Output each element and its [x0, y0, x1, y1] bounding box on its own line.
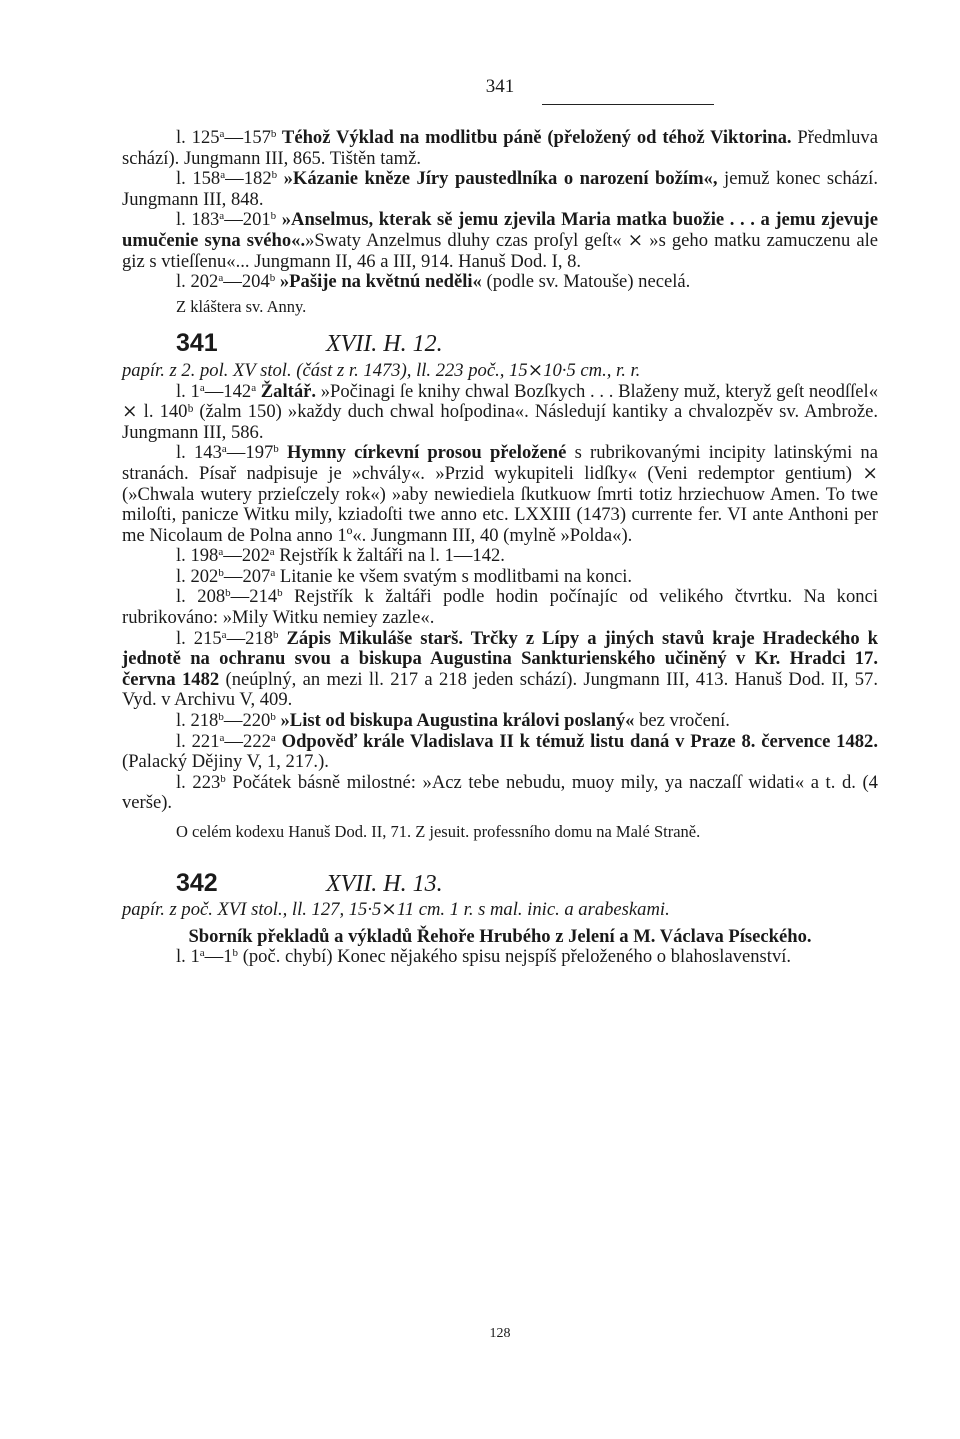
item-title: »Kázanie kněze Jíry paustedlníka o narození božím«, — [277, 168, 718, 190]
item-b: b — [270, 210, 277, 223]
item-mid: —157 — [224, 127, 271, 148]
item-title: Hymny církevní prosou přeložené — [278, 442, 567, 464]
item-a: a — [221, 443, 227, 456]
item-rest: Počátek básně milostné: »Acz tebe nebudu, muoy mily, ya naczaſſ widati« a t. d. (4 verše). — [122, 771, 878, 814]
item-mid: —214 — [230, 586, 278, 608]
item-a: a — [219, 210, 225, 223]
item-rest: »Swaty Anzelmus dluhy czas proſyl geſt« ⨯ »s geho matku zamuczenu ale giz s vtieſſenu«... Jungmann II, 46 a III, 914. Hanuš Dod. I, 8. — [122, 229, 878, 272]
item-sig: l. 215 — [176, 627, 222, 649]
section-341-continuation — [122, 128, 878, 293]
catalog-item — [122, 382, 878, 444]
item-a: a — [221, 628, 227, 641]
catalog-item — [122, 629, 878, 711]
footer-number: 128 — [489, 1326, 511, 1341]
item-mid: —182 — [225, 168, 272, 190]
catalog-item — [122, 169, 878, 210]
entry-signature: XVII. H. 13. — [326, 870, 443, 897]
entry-items-342 — [122, 947, 878, 968]
item-rest: (Palacký Dějiny V, 1, 217.). — [122, 751, 329, 773]
item-mid: —202 — [223, 545, 270, 567]
catalog-item — [122, 210, 878, 272]
catalog-item — [122, 711, 878, 732]
item-rest: jemuž konec schází. Jungmann III, 848. — [122, 168, 878, 210]
item-b: b — [273, 443, 279, 456]
entry-heading-341 — [122, 329, 878, 358]
item-mid: —142 — [204, 380, 252, 402]
provenance-341: Z kláštera sv. Anny. — [176, 296, 307, 316]
item-title: »List od biskupa Augustina královi poslaný« — [275, 710, 635, 732]
item-rest: Rejstřík k žaltáři podle hodin počínajíc od velikého čtvrtku. Na konci rubrikováno: »Mily Witku nemiey zazle«. — [122, 586, 878, 629]
item-a: b — [225, 587, 231, 600]
item-mid: —204 — [223, 271, 270, 293]
item-rest: Rejstřík k žaltáři na l. 1—142. — [274, 545, 505, 567]
item-b: b — [270, 711, 276, 724]
item-rest: (neúplný, an mezi ll. 217 a 218 jeden schází). Jungmann III, 413. Hanuš Dod. II, 57. Vyd. v Archivu V, 409. — [122, 668, 878, 711]
item-sig: l. 202 — [176, 271, 219, 293]
item-rest: »Počinagi ſe knihy chwal Bozſkych . . . Blaženy muž, kteryž geſt neodſſel« ⨯ l. 140ᵇ (žalm 150) »každy duch chwal hoſpodina«. Následují kantiky a chvalozpěv sv. Ambrože. Jungmann III, 586. — [122, 380, 879, 443]
catalog-item — [122, 546, 878, 567]
item-mid: —207 — [223, 565, 271, 587]
item-a: a — [218, 546, 224, 559]
catalog-item — [122, 587, 878, 628]
item-mid: —201 — [224, 209, 271, 231]
item-title: Odpověď krále Vladislava II k témuž listu daná v Praze 8. července 1482. — [275, 730, 878, 752]
header-rule — [542, 104, 714, 105]
item-title: Téhož Výklad na modlitbu páně (přeložený od téhož Viktorina. — [276, 127, 792, 148]
item-sig: l. 158 — [176, 168, 221, 190]
catalog-item — [122, 567, 878, 588]
item-a: a — [199, 381, 205, 394]
item-b: b — [277, 587, 283, 600]
item-sig: l. 223 — [176, 771, 221, 793]
catalog-item — [122, 128, 878, 169]
item-title: »Pašije na květnú neděli« — [275, 271, 482, 293]
item-rest: (podle sv. Matouše) necelá. — [481, 271, 691, 293]
page-body — [122, 128, 878, 968]
item-b: b — [271, 169, 278, 182]
item-sig: l. 143 — [176, 442, 222, 464]
item-sig: l. 218 — [176, 710, 219, 732]
entry-items-341 — [122, 382, 878, 814]
item-b: a — [269, 546, 275, 559]
item-b: b — [273, 628, 279, 641]
item-title: Žaltář. — [256, 380, 317, 402]
item-b: a — [270, 566, 276, 579]
item-sig: l. 183 — [176, 209, 220, 231]
item-a: a — [220, 169, 226, 182]
catalog-item — [122, 443, 878, 546]
item-sig: l. 125 — [176, 127, 220, 148]
entry-signature: XVII. H. 12. — [326, 331, 443, 358]
item-a: b — [220, 772, 226, 785]
item-mid: —222 — [224, 730, 271, 752]
item-b: b — [270, 128, 277, 140]
catalog-item — [122, 732, 878, 773]
item-b: b — [232, 947, 239, 960]
item-a: a — [199, 947, 205, 960]
item-mid: —220 — [223, 710, 271, 732]
item-rest: bez vročení. — [634, 710, 730, 732]
item-a: b — [218, 566, 224, 579]
item-sig: l. 1 — [176, 380, 200, 402]
item-rest: Předmluva schází). Jungmann III, 865. Tištěn tamž. — [122, 127, 878, 169]
item-sig: l. 202 — [176, 565, 219, 587]
item-mid: —1 — [204, 946, 233, 968]
item-title: Zápis Mikuláše starš. Trčky z Lípy a jiných stavů kraje Hradeckého k jednotě na ochranu svou a biskupa Augustina Sankturienského učiněný v Kr. Hradci 17. června 1482 — [122, 627, 878, 690]
item-a: a — [219, 128, 225, 140]
item-b: a — [251, 381, 257, 394]
entry-description-341: papír. z 2. pol. XV stol. (část z r. 1473), ll. 223 poč., 15⨯10·5 cm., r. r. — [122, 359, 641, 381]
catalog-item — [122, 947, 878, 968]
item-b: b — [269, 272, 276, 285]
item-rest: s rubrikovanými incipity latinskými na stranách. Písař nadpisuje je »chvály«. »Przid wykupiteli lidſky« (Veni redemptor gentium) ⨯ (»Chwala wutery przieſczely rok«) »aby newiediela ſkutkuow ſmrti totiz hrziechuow Amen. To twe miloſti, panicze Witku mily, kziadoſti twe anno etc. LXXIII (1473) currente fer. VI ante Anthoni per me Nicolaum de Polna anno 1º«. Jungmann III, 40 (mylně »Polda«). — [122, 442, 878, 546]
item-rest: Litanie ke všem svatým s modlitbami na konci. — [275, 565, 633, 587]
item-title: »Anselmus, kterak sě jemu zjevila Maria matka buožie . . . a jemu zjevuje umučenie syna svého«. — [122, 209, 878, 251]
entry-title-342: Sborník překladů a výkladů Řehoře Hrubého z Jelení a M. Václava Píseckého. — [188, 925, 812, 947]
catalog-item — [122, 773, 878, 814]
item-sig: l. 198 — [176, 545, 219, 567]
item-mid: —218 — [226, 627, 274, 649]
note-341: O celém kodexu Hanuš Dod. II, 71. Z jesuit. professního domu na Malé Straně. — [176, 822, 701, 841]
entry-number: 342 — [176, 868, 218, 897]
item-sig: l. 208 — [176, 586, 226, 608]
page-number: 341 — [485, 76, 515, 97]
item-b: a — [270, 731, 276, 744]
catalog-item — [122, 272, 878, 293]
entry-heading-342 — [122, 868, 878, 897]
item-sig: l. 1 — [176, 946, 200, 968]
item-mid: —197 — [226, 442, 274, 464]
item-a: a — [218, 272, 224, 285]
item-a: b — [218, 711, 224, 724]
entry-number: 341 — [176, 329, 218, 358]
item-a: a — [219, 731, 225, 744]
entry-description-342: papír. z poč. XVI stol., ll. 127, 15·5⨯11 cm. 1 r. s mal. inic. a arabeskami. — [122, 899, 670, 921]
item-rest: (poč. chybí) Konec nějakého spisu nejspíš přeloženého o blahoslavenství. — [238, 946, 792, 968]
item-sig: l. 221 — [176, 730, 220, 752]
